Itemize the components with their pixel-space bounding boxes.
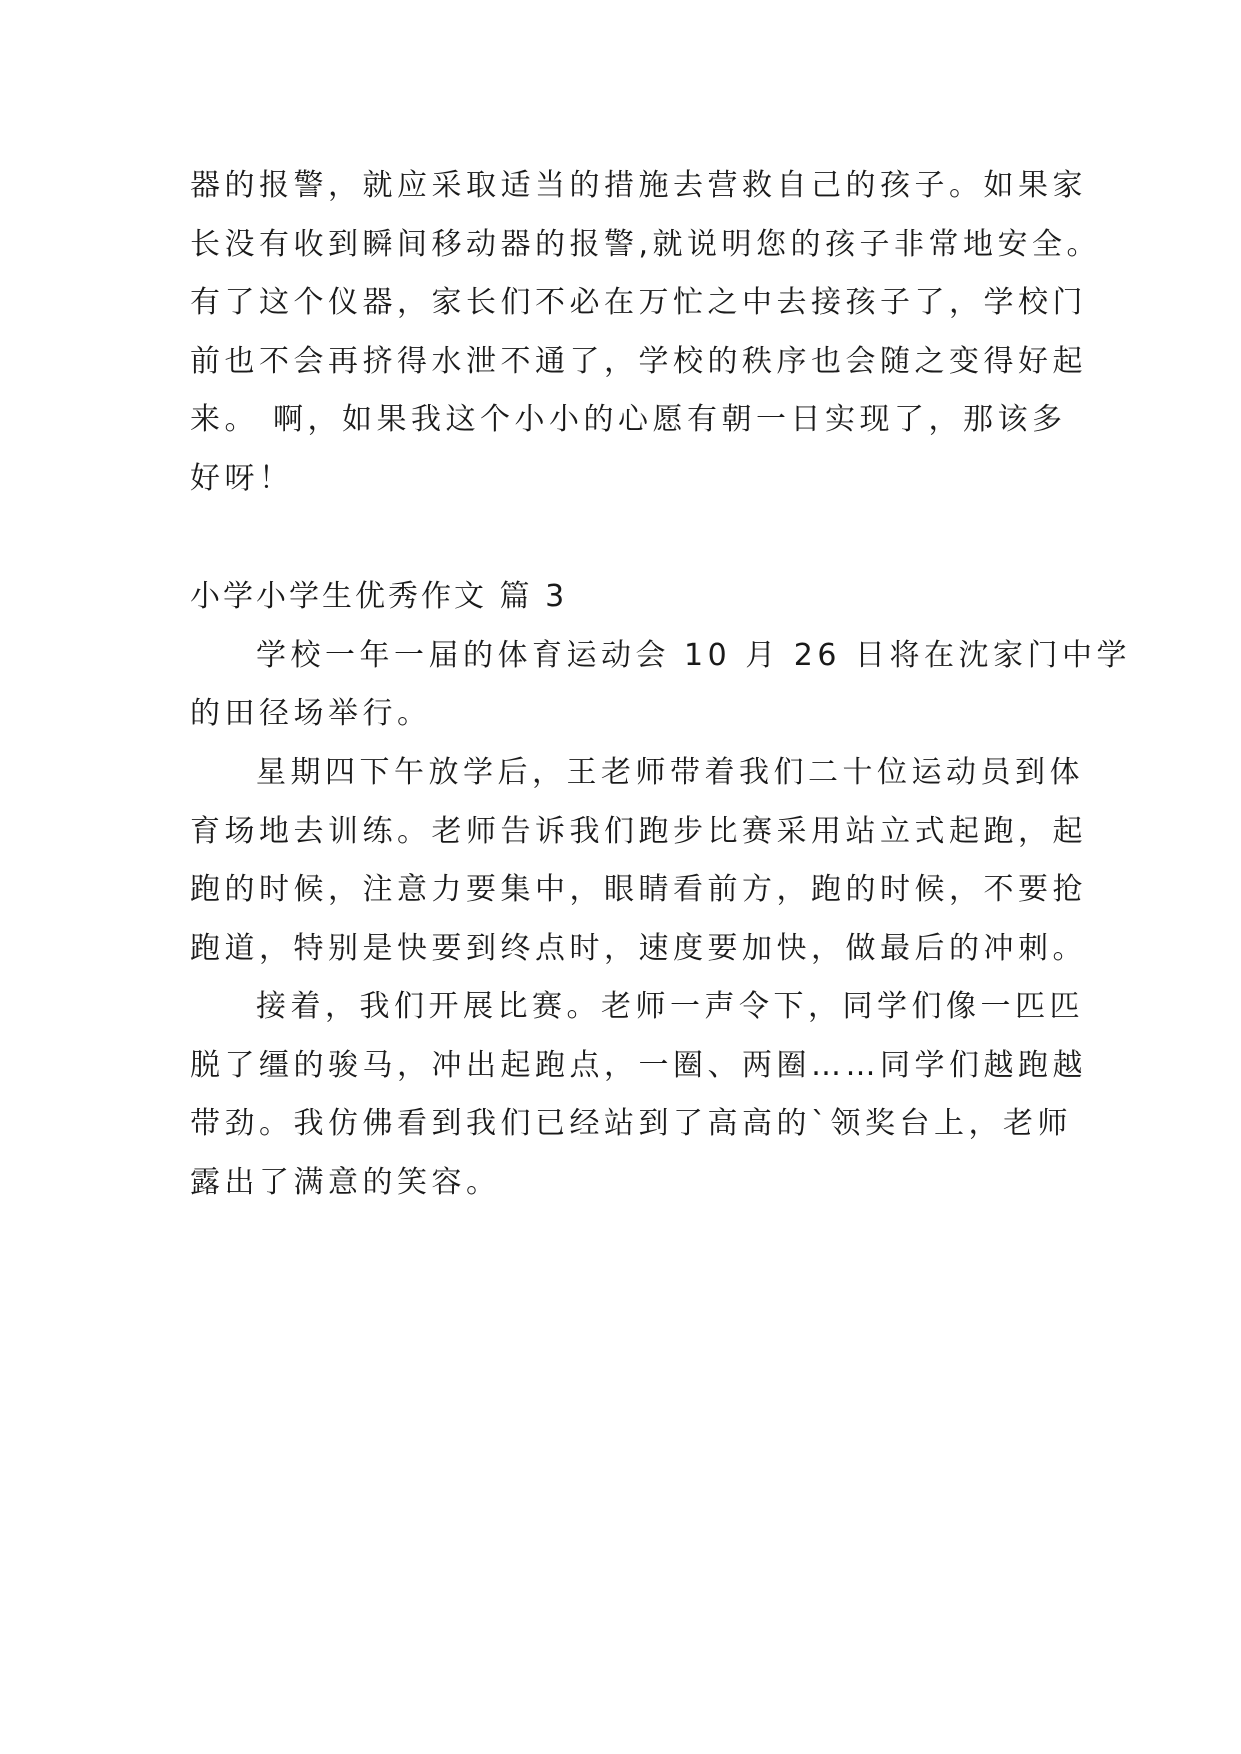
paragraph-line: 育场地去训练。老师告诉我们跑步比赛采用站立式起跑，起 xyxy=(190,814,1087,849)
paragraph-line: 接着，我们开展比赛。老师一声令下，同学们像一匹匹 xyxy=(256,989,1084,1024)
paragraph-line: 星期四下午放学后，王老师带着我们二十位运动员到体 xyxy=(256,755,1084,790)
text-line: 器的报警，就应采取适当的措施去营救自己的孩子。如果家 xyxy=(190,168,1087,203)
section-title: 小学小学生优秀作文 篇 3 xyxy=(190,579,568,614)
paragraph-line: 脱了缰的骏马，冲出起跑点，一圈、两圈……同学们越跑越 xyxy=(190,1048,1087,1083)
text-line: 好呀！ xyxy=(190,461,294,496)
paragraph-line: 跑的时候，注意力要集中，眼睛看前方，跑的时候，不要抢 xyxy=(190,872,1087,907)
paragraph-line: 带劲。我仿佛看到我们已经站到了高高的`领奖台上，老师 xyxy=(190,1106,1072,1141)
paragraph-line: 的田径场举行。 xyxy=(190,696,432,731)
text-line: 来。 啊，如果我这个小小的心愿有朝一日实现了，那该多 xyxy=(190,402,1067,437)
paragraph-line: 跑道，特别是快要到终点时，速度要加快，做最后的冲刺。 xyxy=(190,931,1087,966)
paragraph-line: 学校一年一届的体育运动会 10 月 26 日将在沈家门中学 xyxy=(256,638,1131,673)
text-line: 长没有收到瞬间移动器的报警,就说明您的孩子非常地安全。 xyxy=(190,227,1102,262)
text-line: 有了这个仪器，家长们不必在万忙之中去接孩子了，学校门 xyxy=(190,285,1087,320)
paragraph-line: 露出了满意的笑容。 xyxy=(190,1165,501,1200)
text-line: 前也不会再挤得水泄不通了，学校的秩序也会随之变得好起 xyxy=(190,344,1087,379)
